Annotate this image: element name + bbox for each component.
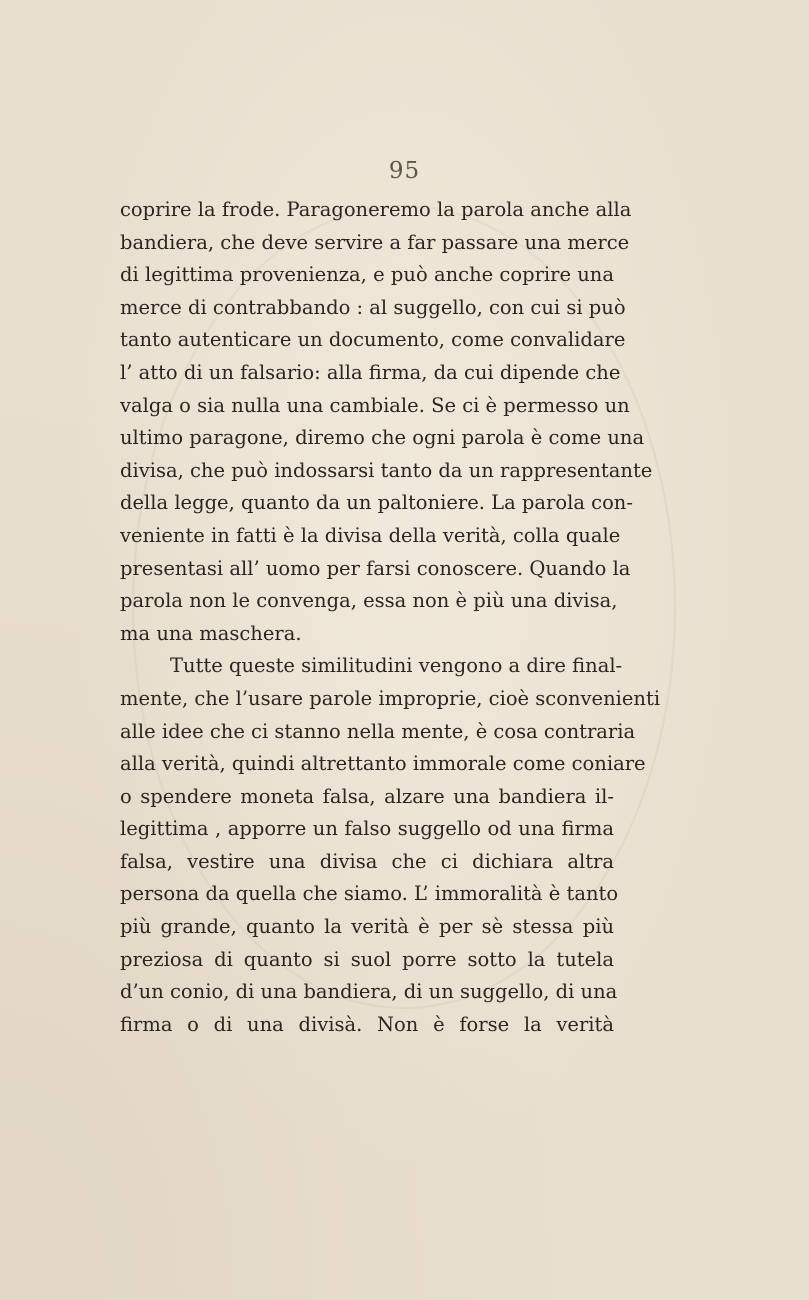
text-line: preziosa di quanto si suol porre sotto la tutela: [120, 947, 614, 971]
text-line: veniente in fatti è la divisa della verità, colla quale: [120, 523, 621, 547]
text-line: o spendere moneta falsa, alzare una bandiera il-: [120, 784, 614, 808]
text-line: firma o di una divisà. Non è forse la verità: [120, 1012, 614, 1036]
text-line: parola non le convenga, essa non è più una divisa,: [120, 589, 618, 613]
text-line: valga o sia nulla una cambiale. Se ci è permesso un: [120, 393, 630, 417]
text-line: coprire la frode. Paragoneremo la parola anche alla: [120, 198, 632, 221]
text-line: Tutte queste similitudini vengono a dire final-: [170, 654, 623, 678]
text-line: falsa, vestire una divisa che ci dichiara altra: [120, 849, 614, 873]
text-line: l’ atto di un falsario: alla firma, da cui dipende che: [120, 360, 621, 384]
text-line: bandiera, che deve servire a far passare una merce: [120, 230, 630, 254]
text-line: merce di contrabbando : al suggello, con cui si può: [120, 295, 626, 319]
text-line: tanto autenticare un documento, come convalidare: [120, 328, 626, 352]
text-line: alle idee che ci stanno nella mente, è cosa contraria: [120, 719, 636, 743]
body-text: [120, 194, 661, 1041]
text-line: persona da quella che siamo. L’ immoralità è tanto: [120, 882, 619, 906]
text-line: della legge, quanto da un paltoniere. La parola con-: [120, 491, 633, 515]
text-line: alla verità, quindi altrettanto immorale come coniare: [120, 752, 646, 776]
text-line: ultimo paragone, diremo che ogni parola è come una: [120, 426, 645, 450]
text-line: d’un conio, di una bandiera, di un suggello, di una: [120, 980, 618, 1004]
page-number: 95: [388, 158, 421, 184]
text-line: mente, che l’usare parole improprie, cioè sconvenienti: [120, 686, 661, 710]
text-line: divisa, che può indossarsi tanto da un rappresentante: [120, 458, 653, 482]
text-line: ma una maschera.: [120, 621, 302, 645]
text-line: più grande, quanto la verità è per sè stessa più: [120, 915, 614, 939]
text-line: di legittima provenienza, e può anche coprire una: [120, 263, 614, 287]
text-line: presentasi all’ uomo per farsi conoscere. Quando la: [120, 556, 631, 580]
text-line: legittima , apporre un falso suggello od una firma: [120, 817, 614, 841]
